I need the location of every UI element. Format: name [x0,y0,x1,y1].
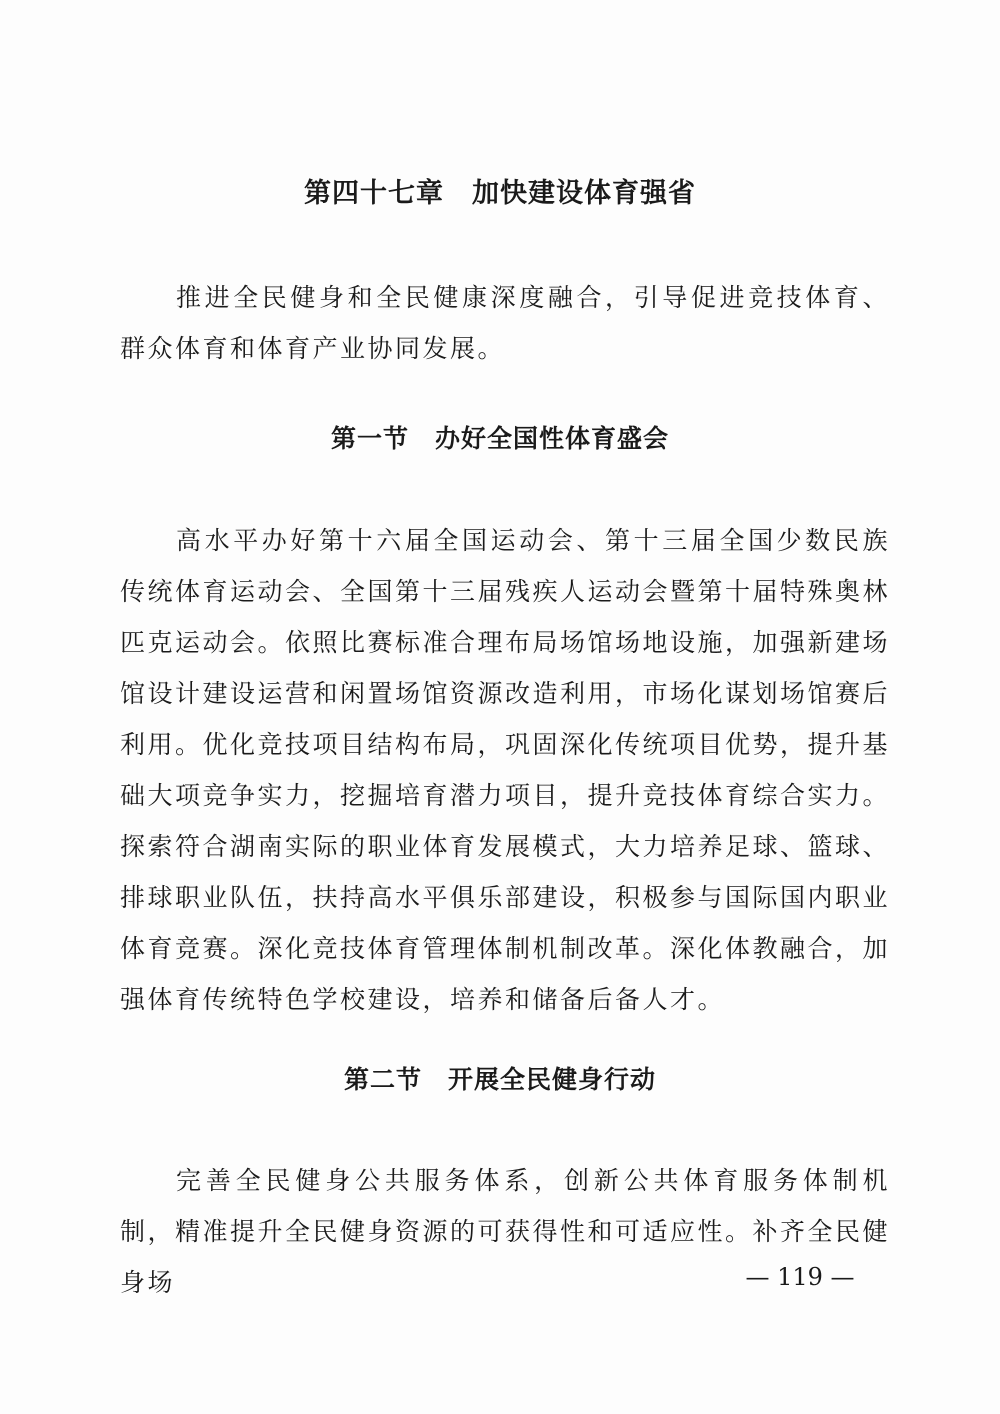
page-number: — 119 — [745,1263,855,1291]
section-title-1: 第一节 办好全国性体育盛会 [330,424,669,453]
chapter-title: 第四十七章 加快建设体育强省 [304,178,696,209]
intro-paragraph: 推进全民健身和全民健康深度融合，引导促进竞技体育、群众体育和体育产业协同发展。 [120,283,890,363]
section-2-paragraph: 完善全民健身公共服务体系，创新公共体育服务体制机制，精准提升全民健身资源的可获得性和可适应性。补齐全民健身场 [120,1166,891,1297]
section-1-paragraph: 高水平办好第十六届全国运动会、第十三届全国少数民族传统体育运动会、全国第十三届残疾人运动会暨第十届特殊奥林匹克运动会。依照比赛标准合理布局场馆场地设施，加强新建场馆设计建设运营和闲置场馆资源改造利用，市场化谋划场馆赛后利用。优化竞技项目结构布局，巩固深化传统项目优势，提升基础大项竞争实力，挖掘培育潜力项目，提升竞技体育综合实力。探索符合湖南实际的职业体育发展模式，大力培养足球、篮球、排球职业队伍，扶持高水平俱乐部建设，积极参与国际国内职业体育竞赛。深化竞技体育管理体制机制改革。深化体教融合，加强体育传统特色学校建设，培养和储备后备人才。 [120,526,891,1014]
section-title-2: 第二节 开展全民健身行动 [343,1065,656,1094]
